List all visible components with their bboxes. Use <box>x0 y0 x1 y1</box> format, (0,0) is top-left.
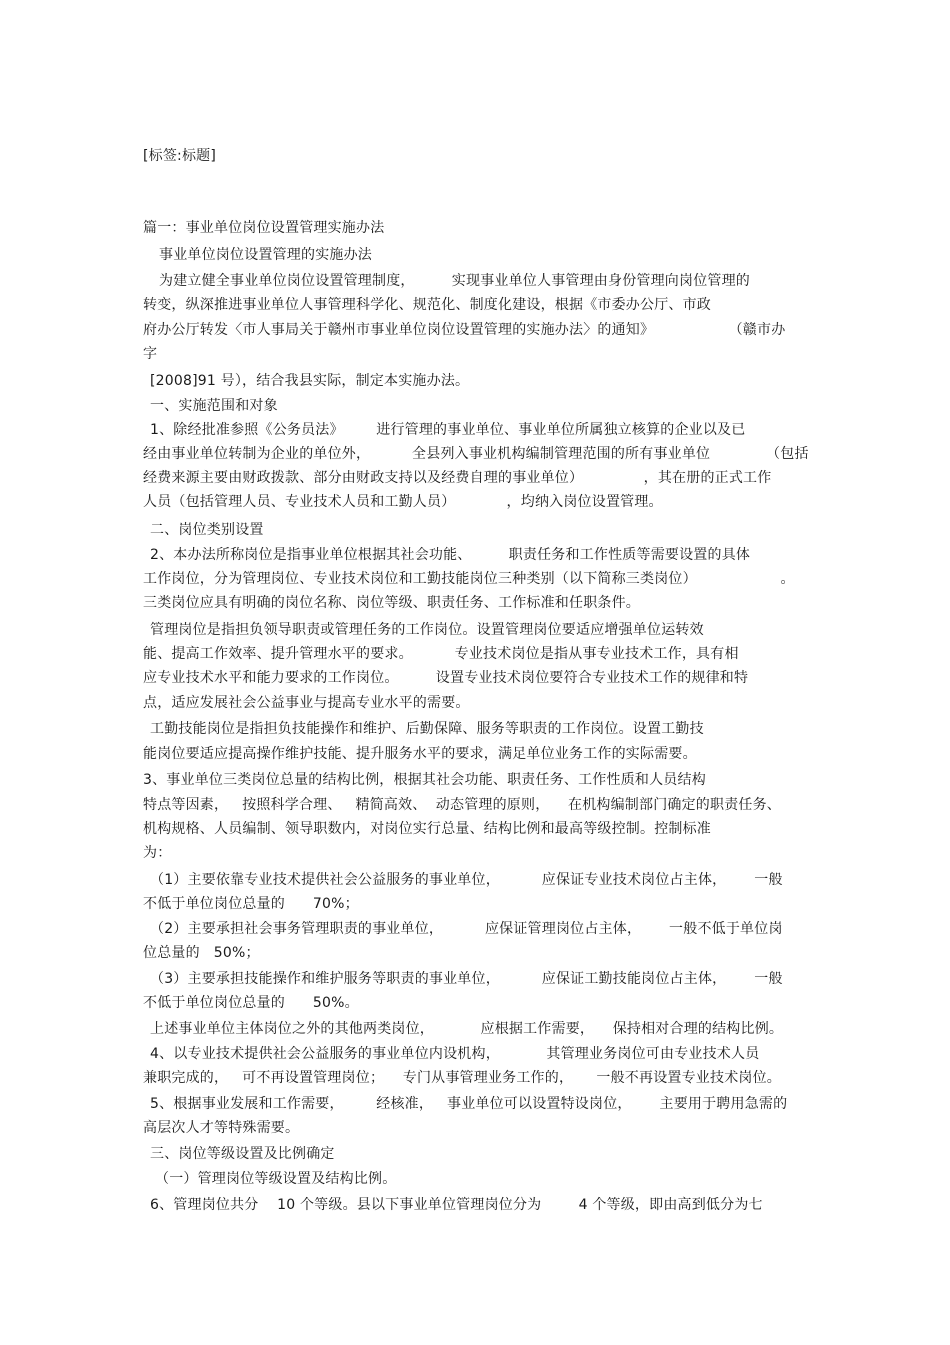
body-line: 6、管理岗位共分 10 个等级。县以下事业单位管理岗位分为 4 个等级，即由高到低分为七 <box>150 1197 763 1213</box>
body-line: 高层次人才等特殊需要。 <box>143 1120 300 1136</box>
body-line: 特点等因素， 按照科学合理、 精简高效、 动态管理的原则， 在机构编制部门确定的职责任务、 <box>143 797 781 813</box>
body-line: 4、以专业技术提供社会公益服务的事业单位内设机构， 其管理业务岗位可由专业技术人员 <box>150 1046 760 1062</box>
body-line: 三类岗位应具有明确的岗位名称、岗位等级、职责任务、工作标准和任职条件。 <box>143 595 640 611</box>
body-line: 经由事业单位转制为企业的单位外， 全县列入事业机构编制管理范围的所有事业单位 （包括 <box>143 446 809 462</box>
body-line: 管理岗位是指担负领导职责或管理任务的工作岗位。设置管理岗位要适应增强单位运转效 <box>150 622 704 638</box>
body-line: 兼职完成的， 可不再设置管理岗位； 专门从事管理业务工作的， 一般不再设置专业技术岗位。 <box>143 1070 781 1086</box>
body-line: 字 <box>143 346 158 362</box>
body-line: （2）主要承担社会事务管理职责的事业单位， 应保证管理岗位占主体， 一般不低于单位岗 <box>150 921 783 937</box>
body-line: 点，适应发展社会公益事业与提高专业水平的需要。 <box>143 695 470 711</box>
body-line: 5、根据事业发展和工作需要， 经核准， 事业单位可以设置特设岗位， 主要用于聘用急需的 <box>150 1096 788 1112</box>
body-line: 不低于单位岗位总量的 50%。 <box>143 995 359 1011</box>
body-line: 为： <box>143 845 172 861</box>
body-line: 为建立健全事业单位岗位设置管理制度， 实现事业单位人事管理由身份管理向岗位管理的 <box>159 273 750 289</box>
section-heading: 三、岗位等级设置及比例确定 <box>150 1146 335 1162</box>
body-line: 1、除经批准参照《公务员法》 进行管理的事业单位、事业单位所属独立核算的企业以及已 <box>150 422 746 438</box>
body-line: 位总量的 50%； <box>143 945 260 961</box>
body-line: 人员（包括管理人员、专业技术人员和工勤人员） ，均纳入岗位设置管理。 <box>143 494 663 510</box>
body-line: 应专业技术水平和能力要求的工作岗位。 设置专业技术岗位要符合专业技术工作的规律和特 <box>143 670 749 686</box>
article-heading: 篇一：事业单位岗位设置管理实施办法 <box>143 220 385 236</box>
body-line: 能岗位要适应提高操作维护技能、提升服务水平的要求，满足单位业务工作的实际需要。 <box>143 746 697 762</box>
section-heading: 一、实施范围和对象 <box>150 398 278 414</box>
body-line: [2008]91 号），结合我县实际，制定本实施办法。 <box>150 373 470 389</box>
body-line: （3）主要承担技能操作和维护服务等职责的事业单位， 应保证工勤技能岗位占主体， 一般 <box>150 971 783 987</box>
body-line: 工作岗位，分为管理岗位、专业技术岗位和工勤技能岗位三种类别（以下简称三类岗位） 。 <box>143 571 795 587</box>
document-title: 事业单位岗位设置管理的实施办法 <box>159 247 372 263</box>
body-line: 不低于单位岗位总量的 70%； <box>143 896 359 912</box>
tag-line: [标签:标题] <box>143 148 217 164</box>
body-line: 2、本办法所称岗位是指事业单位根据其社会功能、 职责任务和工作性质等需要设置的具体 <box>150 547 751 563</box>
body-line: 转变，纵深推进事业单位人事管理科学化、规范化、制度化建设，根据《市委办公厅、市政 <box>143 297 711 313</box>
body-line: 经费来源主要由财政拨款、部分由财政支持以及经费自理的事业单位） ，其在册的正式工作 <box>143 470 772 486</box>
section-heading: 二、岗位类别设置 <box>150 522 264 538</box>
body-line: 机构规格、人员编制、领导职数内，对岗位实行总量、结构比例和最高等级控制。控制标准 <box>143 821 711 837</box>
body-line: 上述事业单位主体岗位之外的其他两类岗位， 应根据工作需要， 保持相对合理的结构比例。 <box>150 1021 784 1037</box>
subsection-heading: （一）管理岗位等级设置及结构比例。 <box>155 1171 397 1187</box>
body-line: （1）主要依靠专业技术提供社会公益服务的事业单位， 应保证专业技术岗位占主体， 一般 <box>150 872 783 888</box>
body-line: 府办公厅转发〈市人事局关于赣州市事业单位岗位设置管理的实施办法〉的通知》 （赣市办 <box>143 322 786 338</box>
body-line: 3、事业单位三类岗位总量的结构比例，根据其社会功能、职责任务、工作性质和人员结构 <box>143 772 706 788</box>
body-line: 工勤技能岗位是指担负技能操作和维护、后勤保障、服务等职责的工作岗位。设置工勤技 <box>150 721 704 737</box>
body-line: 能、提高工作效率、提升管理水平的要求。 专业技术岗位是指从事专业技术工作，具有相 <box>143 646 739 662</box>
